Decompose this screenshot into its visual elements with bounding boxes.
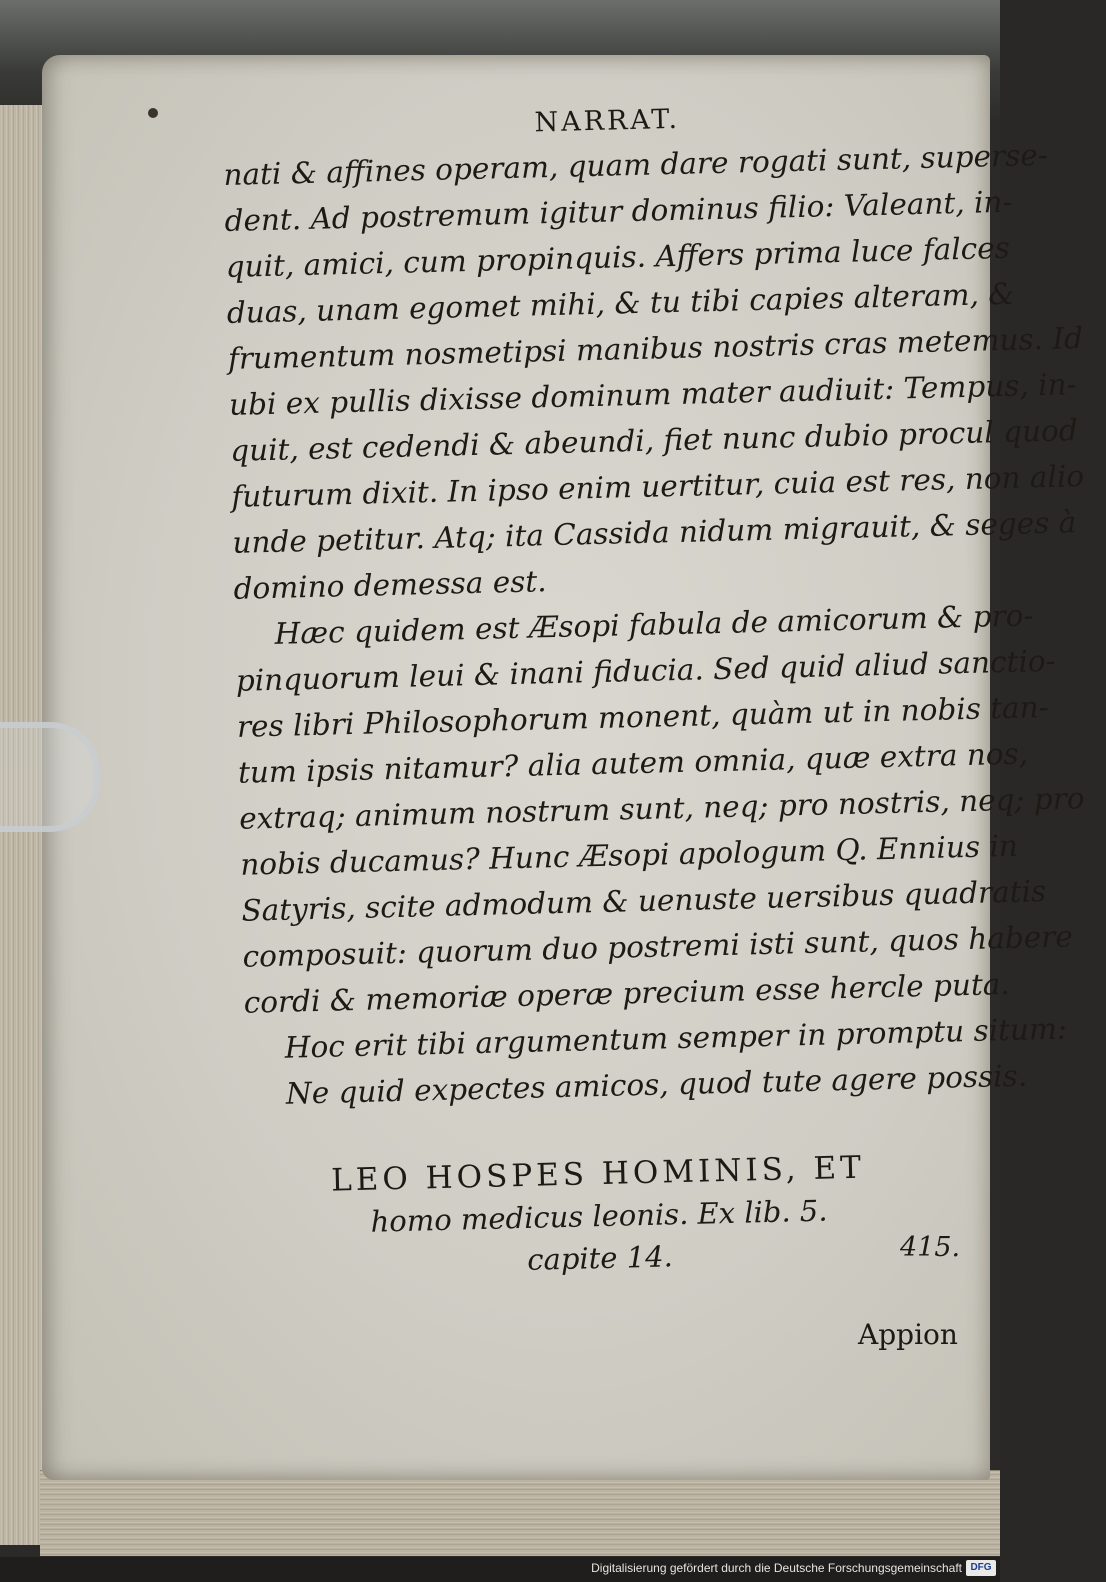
text-line: futurum dixit. In ipso enim uertitur, cuia est res, non alio — [230, 459, 1085, 514]
verse-quotation — [244, 1008, 1068, 1118]
text-line: frumentum nosmetipsi manibus nostris cras metemus. Id — [227, 321, 1084, 376]
footer-credit: Digitalisierung gefördert durch die Deutsche Forschungsgemeinschaft — [591, 1561, 962, 1575]
paragraph-1 — [223, 134, 1085, 612]
text-line: composuit: quorum duo postremi isti sunt, quos habere — [242, 919, 1074, 974]
text-line: nati & affines operam, quam dare rogati sunt, superse- — [223, 137, 1049, 192]
text-line: dent. Ad postremum igitur dominus filio: Valeant, in- — [224, 184, 1013, 238]
text-line: quit, est cedendi & abeundi, fiet nunc dubio procul quod — [229, 413, 1078, 468]
verse-line: Ne quid expectes amicos, quod tute agere possis. — [285, 1058, 1028, 1111]
paragraph-2 — [234, 594, 1085, 1026]
page-text — [222, 97, 1085, 1288]
text-line: nobis ducamus? Hunc Æsopi apologum Q. Ennius in — [239, 828, 1019, 882]
text-line: quit, amici, cum propinquis. Affers prima luce falces — [225, 230, 1011, 284]
catchword: Appion — [858, 1318, 958, 1351]
text-line: unde petitur. Atq; ita Cassida nidum migrauit, & seges à — [232, 505, 1077, 560]
chapter-heading-line2: homo medicus leonis. Ex lib. 5. — [370, 1193, 828, 1239]
text-line: cordi & memoriæ operæ precium esse hercle puta. — [243, 967, 1011, 1020]
page-clip — [0, 722, 100, 832]
text-line: pinquorum leui & inani fiducia. Sed quid aliud sanctio- — [235, 643, 1056, 698]
folio-number: 415. — [900, 1232, 961, 1263]
chapter-heading — [248, 1144, 991, 1288]
text-line: ubi ex pullis dixisse dominum mater audiuit: Tempus, in- — [228, 367, 1077, 422]
chapter-heading-line3: capite 14. — [526, 1239, 674, 1277]
page-edges-bottom — [40, 1470, 1000, 1556]
running-head: NARRAT. — [534, 103, 681, 139]
text-line: extraq; animum nostrum sunt, neq; pro nostris, neq; pro — [238, 781, 1085, 836]
dfg-logo: DFG — [966, 1560, 996, 1576]
text-line: domino demessa est. — [233, 564, 547, 606]
chapter-heading-caps: LEO HOSPES HOMINIS, ET — [330, 1149, 866, 1199]
text-line: Satyris, scite admodum & uenuste uersibus quadratis — [241, 874, 1047, 928]
text-line: Hæc quidem est Æsopi fabula de amicorum & pro- — [274, 598, 1034, 651]
text-line: tum ipsis nitamur? alia autem omnia, quæ extra nos, — [237, 736, 1029, 790]
ink-spot — [148, 108, 158, 118]
verse-line: Hoc erit tibi argumentum semper in promptu situm: — [284, 1011, 1068, 1065]
text-line: res libri Philosophorum monent, quàm ut in nobis tan- — [236, 689, 1050, 744]
text-line: duas, unam egomet mihi, & tu tibi capies alteram, & — [226, 276, 1015, 330]
